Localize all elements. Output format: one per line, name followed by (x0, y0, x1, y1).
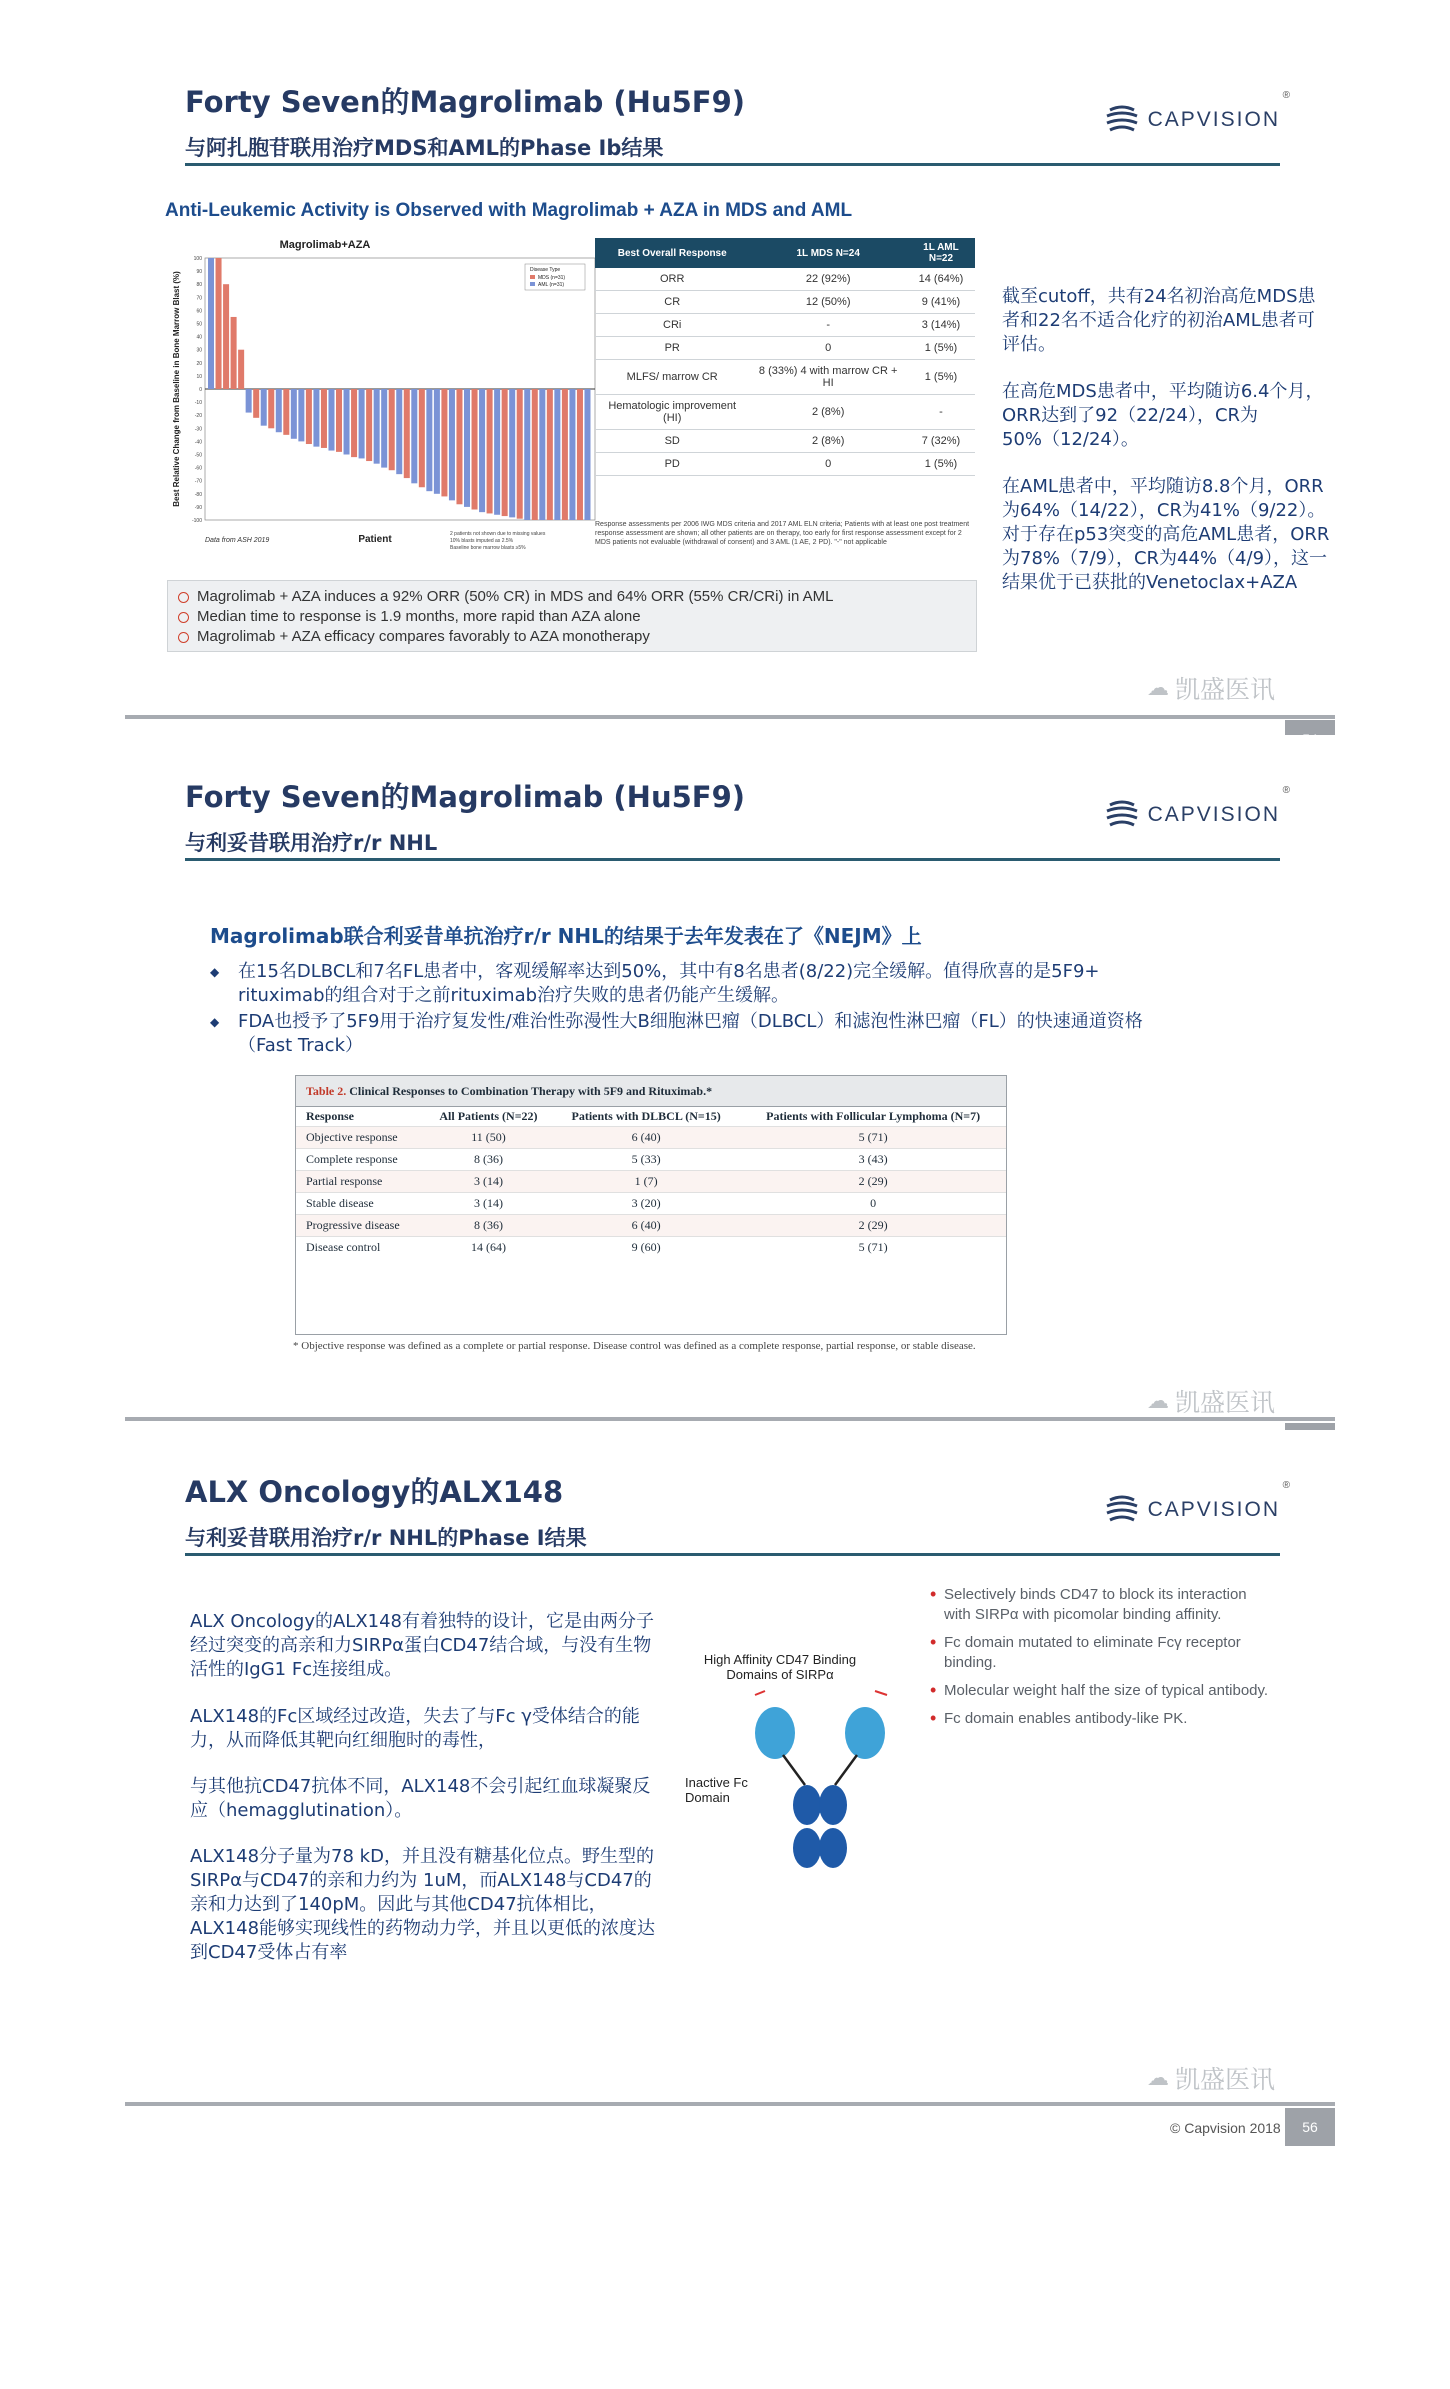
wechat-icon: ☁ (1146, 2065, 1169, 2091)
table-cell: 5 (71) (740, 1127, 1006, 1149)
legend-swatch (530, 282, 535, 286)
table-cell: Progressive disease (296, 1215, 425, 1237)
inner-slide-title: Anti-Leukemic Activity is Observed with Magrolimab + AZA in MDS and AML (165, 200, 853, 221)
table-row (296, 1171, 1006, 1193)
bar (359, 389, 365, 458)
response-table-note: Response assessments per 2006 IWG MDS criteria and 2017 AML ELN criteria; Patients with at least one post treatment response assessment are shown; all other patients are on therapy, too early for first response assessment except for 2 MDS patients not evaluable (withdrawal of consent) and 3 AML (1 AE, 2 PD). "-" not applicable (595, 521, 970, 546)
table-cell: SD (595, 430, 749, 453)
table-header: All Patients (N=22) (439, 1109, 538, 1123)
feature-item: • Selectively binds CD47 to block its interaction with SIRPα with picomolar binding affinity. (930, 1585, 1270, 1625)
response-table (595, 238, 975, 476)
bar (517, 389, 523, 519)
bar (238, 350, 244, 389)
table-cell: 3 (14%) (907, 314, 975, 337)
paragraph-1: ALX Oncology的ALX148有着独特的设计，它是由两分子经过突变的高亲和力SIRPα蛋白CD47结合域，与没有生物活性的IgG1 Fc连接组成。 (190, 1611, 654, 1680)
table-row (296, 1193, 1006, 1215)
bar (283, 389, 289, 435)
clinical-response-table (296, 1107, 1006, 1258)
y-axis-label: Best Relative Change from Baseline in Bone Marrow Blast (%) (172, 271, 181, 507)
alx148-antibody-diagram (725, 1685, 925, 1885)
capvision-logo-icon (1104, 797, 1140, 833)
table-cell: 2 (8%) (749, 395, 907, 430)
slide-subtitle: 与利妥昔联用治疗r/r NHL的Phase I结果 (185, 1526, 587, 1550)
table-caption-text: Clinical Responses to Combination Therapy with 5F9 and Rituximab.* (349, 1084, 713, 1098)
table-caption-label: Table 2. (306, 1084, 347, 1098)
logo-text: CAPVISION (1147, 108, 1280, 131)
table-cell: MLFS/ marrow CR (595, 360, 749, 395)
table-row (595, 360, 975, 395)
bar (509, 389, 515, 517)
logo-registered: ® (1282, 90, 1290, 101)
antibody-icon (755, 1691, 887, 1868)
y-tick-label: 20 (196, 360, 202, 367)
table-cell: 3 (20) (552, 1193, 740, 1215)
bullet-circle-icon (178, 632, 189, 643)
table-cell: 3 (43) (740, 1149, 1006, 1171)
bar (366, 389, 372, 461)
legend-title: Disease Type (530, 267, 561, 273)
nhl-bullets (210, 960, 1170, 1060)
bar (389, 389, 395, 470)
table-cell: Objective response (296, 1127, 425, 1149)
table-cell: 11 (50) (425, 1127, 552, 1149)
side-paragraph-1: 截至cutoff，共有24名初治高危MDS患者和22名不适合化疗的初治AML患者可评估。 (1002, 286, 1316, 355)
table-header: 1L AML N=22 (907, 238, 975, 268)
y-tick-label: -100 (191, 518, 202, 524)
table-cell: 14 (64%) (907, 268, 975, 291)
feature-item: • Molecular weight half the size of typical antibody. (930, 1681, 1270, 1701)
nejm-table (295, 1075, 1007, 1335)
watermark-text: 凯盛医讯 (1174, 1388, 1275, 1417)
table-cell: 2 (8%) (749, 430, 907, 453)
watermark (1147, 1383, 1275, 1419)
bar (351, 389, 357, 457)
title-rule (185, 858, 1280, 861)
table-cell: 0 (749, 337, 907, 360)
table-row (595, 268, 975, 291)
bar (569, 389, 575, 520)
bar (313, 389, 319, 447)
page-number: 56 (1285, 2108, 1335, 2146)
legend-swatch (530, 275, 535, 279)
bullet-circle-icon (178, 592, 189, 603)
table-header: Patients with DLBCL (N=15) (571, 1109, 721, 1123)
bar (426, 389, 432, 491)
slide-55 (125, 735, 1335, 1435)
table-row (296, 1149, 1006, 1171)
y-tick-label: 50 (196, 321, 202, 328)
table-cell: CR (595, 291, 749, 314)
y-tick-label: 30 (196, 347, 202, 354)
table-row (595, 337, 975, 360)
bar (374, 389, 380, 464)
capvision-logo (1104, 1480, 1290, 1528)
slide-subtitle: 与利妥昔联用治疗r/r NHL (185, 831, 438, 855)
bar (231, 317, 237, 389)
bar (441, 389, 447, 496)
bar (479, 389, 485, 512)
watermark (1147, 2060, 1275, 2096)
bar (253, 389, 259, 418)
y-tick-label: -50 (194, 452, 202, 459)
bar (396, 389, 402, 474)
wechat-icon: ☁ (1146, 675, 1169, 701)
bar (547, 389, 553, 520)
title-rule (185, 1553, 1280, 1556)
table-row (595, 430, 975, 453)
bullet-item: ◆ FDA也授予了5F9用于治疗复发性/难治性弥漫性大B细胞淋巴瘤（DLBCL）和滤泡性淋巴瘤（FL）的快速通道资格（Fast Track） (210, 1010, 1170, 1058)
bar (562, 389, 568, 520)
table-cell: 9 (41%) (907, 291, 975, 314)
table-row (296, 1215, 1006, 1237)
bullet-item: Median time to response is 1.9 months, more rapid than AZA alone (178, 607, 966, 627)
table-header: Response (306, 1109, 355, 1123)
table-cell: 2 (29) (740, 1215, 1006, 1237)
table-header: 1L MDS N=24 (749, 238, 907, 268)
table-row (595, 395, 975, 430)
diagram-label-fc-domain: Inactive Fc Domain (685, 1775, 748, 1805)
bar (328, 389, 334, 451)
waterfall-chart (165, 230, 605, 570)
table-cell: 1 (5%) (907, 453, 975, 476)
y-tick-label: -70 (194, 478, 202, 485)
bar (246, 389, 252, 413)
table-cell: 0 (749, 453, 907, 476)
bullet-circle-icon (178, 612, 189, 623)
paragraph-4: ALX148分子量为78 kD，并且没有糖基化位点。野生型的SIRPα与CD47的亲和力约为 1uM，而ALX148与CD47的亲和力达到了140pM。因此与其他CD47抗体相比，ALX148能够实现线性的药物动力学，并且以更低的浓度达到CD47受体占有率 (190, 1846, 656, 1963)
bar (524, 389, 530, 520)
table-footnote: * Objective response was defined as a complete or partial response. Disease control was defined as a complete response, partial response, or stable disease. (293, 1340, 976, 1352)
bar (434, 389, 440, 494)
y-tick-label: -60 (194, 465, 202, 472)
y-tick-label: -90 (194, 504, 202, 511)
slide-56 (125, 1430, 1335, 2136)
slide-54 (125, 40, 1335, 730)
bar (577, 389, 583, 520)
table-cell: 6 (40) (552, 1127, 740, 1149)
y-tick-label: -80 (194, 491, 202, 498)
y-tick-label: 80 (196, 282, 202, 289)
watermark-text: 凯盛医讯 (1174, 675, 1275, 704)
table-cell: 8 (33%) 4 with marrow CR + HI (749, 360, 907, 395)
side-paragraph-2: 在高危MDS患者中，平均随访6.4个月，ORR达到了92（22/24），CR为50%（12/24）。 (1002, 381, 1324, 450)
chart-title: Magrolimab+AZA (279, 239, 371, 251)
alx148-features (930, 1585, 1270, 1737)
table-cell: 12 (50%) (749, 291, 907, 314)
table-cell: ORR (595, 268, 749, 291)
table-cell: Hematologic improvement (HI) (595, 395, 749, 430)
logo-text: CAPVISION (1147, 803, 1280, 826)
y-tick-label: -20 (194, 413, 202, 420)
bar (336, 389, 342, 452)
copyright: © Capvision 2018 (1170, 2120, 1281, 2136)
y-tick-label: 100 (193, 256, 202, 262)
y-tick-label: -10 (194, 400, 202, 407)
bar (261, 389, 267, 426)
bar (554, 389, 560, 520)
table-cell: 14 (64) (425, 1237, 552, 1259)
bar (291, 389, 297, 439)
bar (472, 389, 478, 510)
title-rule (185, 163, 1280, 166)
logo-registered: ® (1282, 1480, 1290, 1491)
table-cell: 8 (36) (425, 1215, 552, 1237)
y-tick-label: 70 (196, 295, 202, 302)
bar (298, 389, 304, 441)
bar (216, 258, 222, 389)
feature-item: • Fc domain enables antibody-like PK. (930, 1709, 1270, 1729)
table-cell: 1 (7) (552, 1171, 740, 1193)
table-cell: 2 (29) (740, 1171, 1006, 1193)
bullet-item: Magrolimab + AZA induces a 92% ORR (50% CR) in MDS and 64% ORR (55% CR/CRi) in AML (178, 587, 966, 607)
table-cell: 5 (33) (552, 1149, 740, 1171)
slide-title: ALX Oncology的ALX148 (185, 1475, 564, 1509)
bar (268, 389, 274, 428)
chart-note: 2 patients not shown due to missing values (450, 531, 546, 537)
table-cell: 6 (40) (552, 1215, 740, 1237)
footer-rule (125, 715, 1335, 719)
bar (449, 389, 455, 500)
table-cell: PD (595, 453, 749, 476)
table-row (296, 1237, 1006, 1259)
capvision-logo-icon (1104, 102, 1140, 138)
table-header: Best Overall Response (595, 238, 749, 268)
footer-rule (125, 1417, 1335, 1421)
bar (411, 389, 417, 483)
bar (487, 389, 493, 513)
table-cell: Partial response (296, 1171, 425, 1193)
side-paragraph-3: 在AML患者中，平均随访8.8个月，ORR为64%（14/22），CR为41%（9/22）。对于存在p53突变的高危AML患者，ORR为78%（7/9），CR为44%（4/9），这一结果优于已获批的Venetoclax+AZA (1002, 476, 1330, 593)
bar (456, 389, 462, 504)
bar (276, 389, 282, 432)
table-cell: CRi (595, 314, 749, 337)
bullet-item: ◆ 在15名DLBCL和7名FL患者中，客观缓解率达到50%，其中有8名患者(8/22)完全缓解。值得欣喜的是5F9+ rituximab的组合对于之前rituximab治疗失败的患者仍能产生缓解。 (210, 960, 1170, 1008)
bar (502, 389, 508, 516)
y-tick-label: 60 (196, 308, 202, 315)
slide-title: Forty Seven的Magrolimab (Hu5F9) (185, 780, 746, 814)
table-cell: - (749, 314, 907, 337)
slide-subtitle: 与阿扎胞苷联用治疗MDS和AML的Phase Ib结果 (185, 136, 664, 160)
y-tick-label: -30 (194, 426, 202, 433)
table-cell: 5 (71) (740, 1237, 1006, 1259)
table-cell: 1 (5%) (907, 337, 975, 360)
table-cell: Complete response (296, 1149, 425, 1171)
table-cell: Stable disease (296, 1193, 425, 1215)
y-tick-label: -40 (194, 439, 202, 446)
bar (464, 389, 470, 507)
legend-entry: AML (n=31) (538, 282, 565, 288)
table-cell: PR (595, 337, 749, 360)
table-cell: 7 (32%) (907, 430, 975, 453)
summary-bullets (167, 580, 977, 652)
bar (223, 284, 229, 389)
watermark-text: 凯盛医讯 (1174, 2065, 1275, 2094)
logo-registered: ® (1282, 785, 1290, 796)
bar (419, 389, 425, 487)
table-cell: 9 (60) (552, 1237, 740, 1259)
bar (344, 389, 350, 455)
y-tick-label: 40 (196, 334, 202, 341)
capvision-logo (1104, 785, 1290, 833)
bar (532, 389, 538, 520)
bar (306, 389, 312, 444)
capvision-logo (1104, 90, 1290, 138)
bar (208, 258, 214, 389)
table-cell: Disease control (296, 1237, 425, 1259)
chart-note: 10% blasts imputed as 2.5% (450, 538, 514, 544)
table-row (595, 291, 975, 314)
feature-item: • Fc domain mutated to eliminate Fcγ receptor binding. (930, 1633, 1270, 1673)
x-axis-label: Patient (358, 534, 392, 545)
footer-rule (125, 2102, 1335, 2106)
bar (321, 389, 327, 448)
bullet-item: Magrolimab + AZA efficacy compares favorably to AZA monotherapy (178, 627, 966, 647)
table-cell: 1 (5%) (907, 360, 975, 395)
table-row (595, 453, 975, 476)
paragraph-2: ALX148的Fc区域经过改造，失去了与Fc γ受体结合的能力，从而降低其靶向红细胞时的毒性， (190, 1706, 640, 1751)
legend-entry: MDS (n=31) (538, 275, 566, 281)
section-heading: Magrolimab联合利妥昔单抗治疗r/r NHL的结果于去年发表在了《NEJM》上 (210, 924, 922, 948)
y-tick-label: 0 (199, 387, 202, 393)
bar (494, 389, 500, 515)
table-cell: 3 (14) (425, 1193, 552, 1215)
table-cell: - (907, 395, 975, 430)
table-header: Patients with Follicular Lymphoma (N=7) (766, 1109, 981, 1123)
chart-note: Baseline bone marrow blasts ≥5% (450, 545, 526, 551)
table-cell: 3 (14) (425, 1171, 552, 1193)
diagram-label-binding-domains: High Affinity CD47 Binding Domains of SIRPα (703, 1652, 857, 1682)
chart-source: Data from ASH 2019 (205, 537, 270, 544)
slide-title: Forty Seven的Magrolimab (Hu5F9) (185, 85, 746, 119)
y-tick-label: 10 (196, 373, 202, 380)
bar (584, 389, 590, 520)
capvision-logo-icon (1104, 1492, 1140, 1528)
table-cell: 0 (740, 1193, 1006, 1215)
bar (404, 389, 410, 478)
wechat-icon: ☁ (1146, 1388, 1169, 1414)
table-caption (296, 1076, 1006, 1107)
watermark (1147, 670, 1275, 706)
table-row (595, 314, 975, 337)
y-tick-label: 90 (196, 269, 202, 276)
table-cell: 8 (36) (425, 1149, 552, 1171)
bar (381, 389, 387, 468)
table-cell: 22 (92%) (749, 268, 907, 291)
logo-text: CAPVISION (1147, 1498, 1280, 1521)
bar (539, 389, 545, 520)
table-row (296, 1127, 1006, 1149)
paragraph-3: 与其他抗CD47抗体不同，ALX148不会引起红血球凝聚反应（hemagglutination）。 (190, 1776, 651, 1821)
